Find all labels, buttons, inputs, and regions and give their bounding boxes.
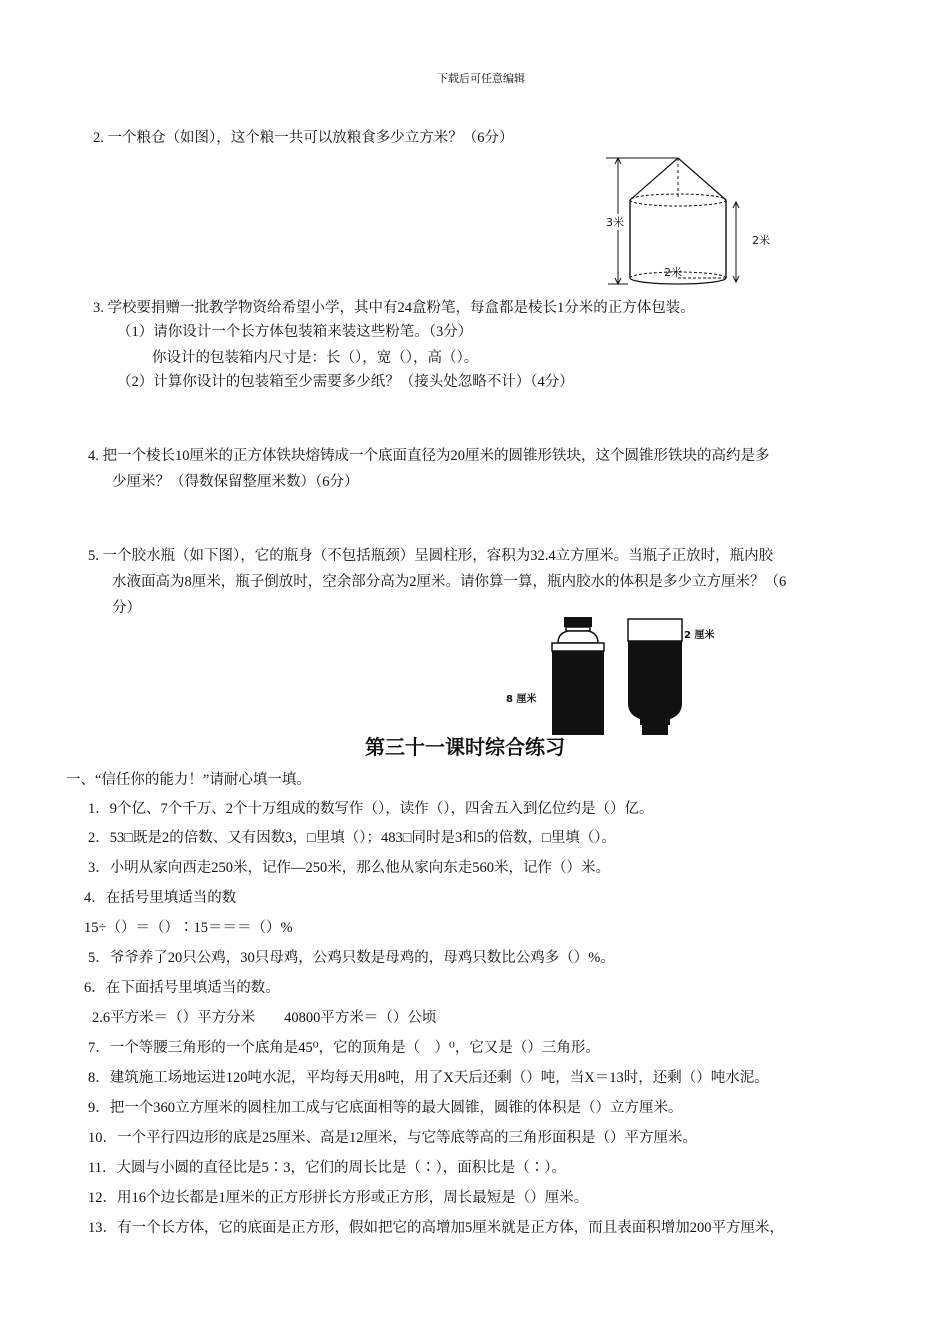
item-1: 1．9个亿、7个千万、2个十万组成的数写作（），读作（），四舍五入到亿位约是（）亿。 bbox=[88, 801, 654, 817]
question-2: 2. 一个粮仓（如图），这个粮一共可以放粮食多少立方米？（6分） bbox=[93, 130, 514, 146]
page-header: 下载后可任意编辑 bbox=[437, 73, 525, 85]
item-6-conversions: 2.6平方米＝（）平方分米 40800平方米＝（）公顷 bbox=[92, 1010, 437, 1026]
item-10: 10．一个平行四边形的底是25厘米、高是12厘米，与它等底等高的三角形面积是（）平方厘米。 bbox=[88, 1130, 697, 1146]
item-4: 4．在括号里填适当的数 bbox=[84, 890, 237, 906]
item-3: 3．小明从家向西走250米，记作—250米，那么他从家向东走560米，记作（）米。 bbox=[88, 860, 610, 876]
section-1-heading: 一、“信任你的能力！”请耐心填一填。 bbox=[66, 772, 311, 788]
item-9: 9．把一个360立方厘米的圆柱加工成与它底面相等的最大圆锥，圆锥的体积是（）立方厘米。 bbox=[88, 1100, 683, 1116]
item-6: 6．在下面括号里填适当的数。 bbox=[84, 980, 280, 996]
item-4-expression: 15÷（）＝（）∶15＝＝＝（）% bbox=[84, 920, 293, 936]
lesson-title: 第三十一课时综合练习 bbox=[365, 735, 565, 759]
label-2m-right: 2米 bbox=[752, 234, 770, 247]
glue-bottle-inverted bbox=[626, 615, 686, 740]
item-11: 11．大圆与小圆的直径比是5∶3，它们的周长比是（∶），面积比是（∶）。 bbox=[88, 1160, 566, 1176]
label-8cm: 8 厘米 bbox=[506, 694, 537, 705]
question-3-line1: 3. 学校要捐赠一批教学物资给希望小学，其中有24盒粉笔，每盒都是棱长1分米的正方体包装。 bbox=[93, 300, 695, 316]
glue-bottle-upright bbox=[548, 615, 608, 735]
item-5: 5．爷爷养了20只公鸡，30只母鸡，公鸡只数是母鸡的，母鸡只数比公鸡多（）%。 bbox=[88, 950, 615, 966]
question-5-line1: 5. 一个胶水瓶（如下图），它的瓶身（不包括瓶颈）呈圆柱形，容积为32.4立方厘米。当瓶子正放时，瓶内胶 bbox=[88, 548, 774, 564]
question-3-dimensions: 你设计的包装箱内尺寸是：长（），宽（），高（）。 bbox=[152, 350, 479, 366]
item-7: 7．一个等腰三角形的一个底角是45⁰，它的顶角是（ ）⁰，它又是（）三角形。 bbox=[88, 1040, 600, 1056]
question-4-line2: 少厘米？（得数保留整厘米数）（6分） bbox=[112, 474, 359, 490]
label-3m: 3米 bbox=[606, 216, 624, 229]
label-2m-bottom: 2米 bbox=[664, 266, 682, 279]
item-8: 8．建筑施工场地运进120吨水泥，平均每天用8吨，用了X天后还剩（）吨，当X＝13时，还剩（）吨水泥。 bbox=[88, 1070, 769, 1086]
label-2cm: 2 厘米 bbox=[684, 630, 715, 641]
item-13: 13．有一个长方体，它的底面是正方形，假如把它的高增加5厘米就是正方体，而且表面积增加200平方厘米， bbox=[88, 1220, 784, 1236]
question-5-line2: 水液面高为8厘米，瓶子倒放时，空余部分高为2厘米。请你算一算，瓶内胶水的体积是多少立方厘米？（6 bbox=[112, 574, 787, 590]
item-12: 12．用16个边长都是1厘米的正方形拼长方形或正方形，周长最短是（）厘米。 bbox=[88, 1190, 589, 1206]
question-4-line1: 4. 把一个棱长10厘米的正方体铁块熔铸成一个底面直径为20厘米的圆锥形铁块，这个圆锥形铁块的高约是多 bbox=[88, 448, 770, 464]
question-5-line3: 分） bbox=[112, 600, 141, 616]
question-3-part2: （2）计算你设计的包装箱至少需要多少纸？（接头处忽略不计）（4分） bbox=[117, 374, 574, 390]
question-3-part1: （1）请你设计一个长方体包装箱来装这些粉笔。（3分） bbox=[117, 324, 473, 340]
item-2: 2．53□既是2的倍数、又有因数3，□里填（）；483□同时是3和5的倍数，□里填（）。 bbox=[88, 830, 617, 846]
